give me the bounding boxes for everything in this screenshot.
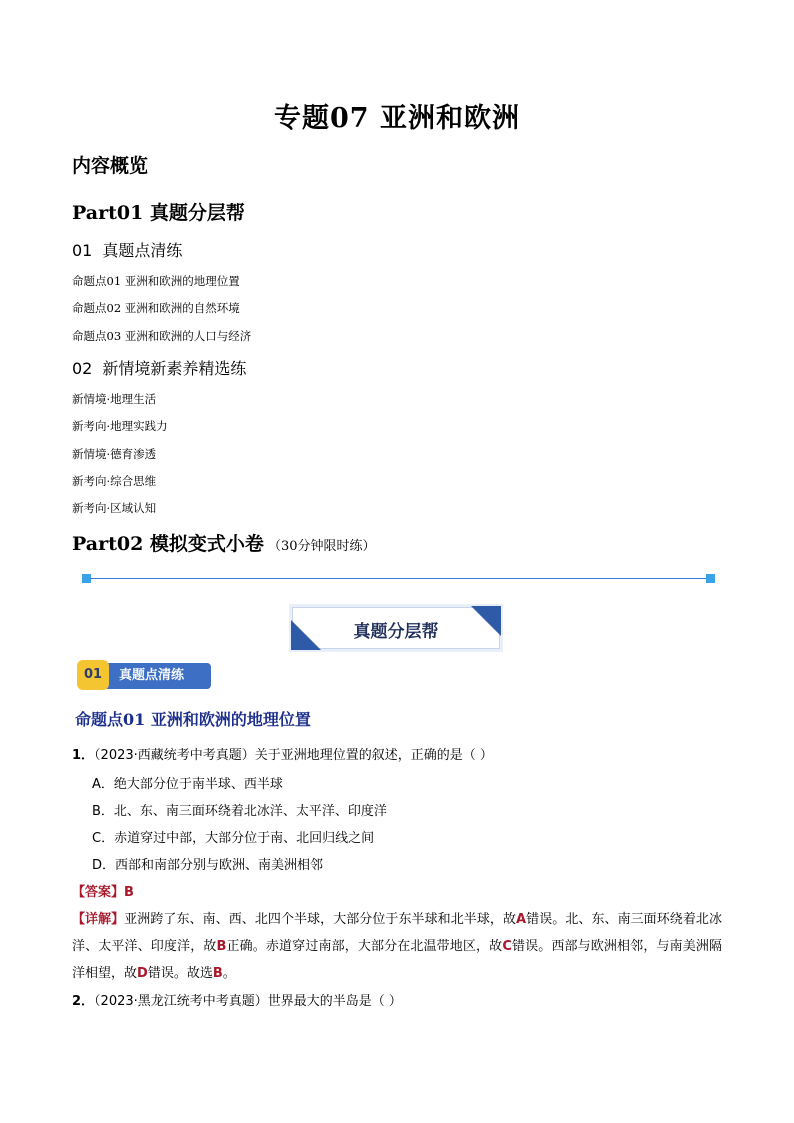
option-b: B．北、东、南三面环绕着北冰洋、太平洋、印度洋 [92, 804, 387, 819]
part02-subtitle: （30分钟限时练） [267, 539, 376, 554]
detail-text: 正确。赤道穿过南部，大部分在北温带地区，故 [226, 939, 503, 954]
detail-option-ref: A [516, 912, 527, 927]
question-1 [72, 744, 493, 763]
proposition-title: 命题点01 亚洲和欧洲的地理位置 [75, 710, 311, 729]
section-number: 02 [72, 359, 93, 378]
part02-heading [72, 529, 375, 556]
badge-number: 01 [77, 660, 109, 690]
page-title: 专题07 亚洲和欧洲 [274, 103, 520, 134]
list-item: 新情境·德育渗透 [72, 447, 157, 461]
badge-label: 真题点清练 [105, 663, 211, 689]
detail-option-ref: B [216, 939, 227, 954]
detail-option-ref: D [137, 966, 148, 981]
explanation [72, 906, 722, 987]
divider-right-square [706, 574, 715, 583]
question-stem: 世界最大的半岛是（ ） [267, 994, 402, 1009]
banner-label: 真题分层帮 [353, 622, 439, 642]
list-item: 新考向·区域认知 [72, 501, 157, 515]
list-item: 命题点02 亚洲和欧洲的自然环境 [72, 301, 240, 315]
part02-title: Part02 模拟变式小卷 [72, 533, 264, 555]
section-divider [90, 578, 707, 579]
section-01-heading [72, 238, 182, 261]
question-stem: 关于亚洲地理位置的叙述，正确的是（ ） [254, 748, 493, 763]
question-number: 2． [72, 994, 95, 1009]
section-02-heading [72, 356, 246, 379]
detail-text: 亚洲跨了东、南、西、北四个半球，大部分位于东半球和北半球，故 [124, 912, 517, 927]
section-label: 新情境新素养精选练 [102, 359, 247, 378]
list-item: 命题点01 亚洲和欧洲的地理位置 [72, 274, 240, 288]
answer-value: B [124, 885, 134, 900]
detail-tag: 【详解】 [72, 912, 125, 927]
question-source: （2023·西藏统考中考真题） [94, 748, 255, 763]
list-item: 新考向·综合思维 [72, 474, 157, 488]
detail-text: 错误。故选 [147, 966, 213, 981]
list-item: 新考向·地理实践力 [72, 419, 168, 433]
question-source: （2023·黑龙江统考中考真题） [94, 994, 268, 1009]
option-d: D．西部和南部分别与欧洲、南美洲相邻 [92, 858, 324, 873]
overview-heading: 内容概览 [72, 155, 149, 177]
option-c: C．赤道穿过中部，大部分位于南、北回归线之间 [92, 831, 375, 846]
detail-text: 。 [222, 966, 236, 981]
list-item: 新情境·地理生活 [72, 392, 157, 406]
option-a: A．绝大部分位于南半球、西半球 [92, 777, 283, 792]
detail-text: 错误。北、东、南三面环绕着北冰洋、太平洋、印度洋，故 [72, 912, 722, 954]
detail-option-ref: C [502, 939, 512, 954]
detail-option-ref: B [212, 966, 223, 981]
list-item: 命题点03 亚洲和欧洲的人口与经济 [72, 329, 252, 343]
section-number: 01 [72, 241, 93, 260]
question-2 [72, 990, 402, 1009]
part01-heading: Part01 真题分层帮 [72, 202, 245, 224]
answer-line [72, 881, 134, 900]
detail-text: 错误。西部与欧洲相邻，与南美洲隔洋相望，故 [72, 939, 722, 981]
answer-tag: 【答案】 [72, 885, 125, 900]
question-number: 1． [72, 748, 95, 763]
section-banner [292, 607, 500, 649]
section-label: 真题点清练 [102, 241, 183, 260]
